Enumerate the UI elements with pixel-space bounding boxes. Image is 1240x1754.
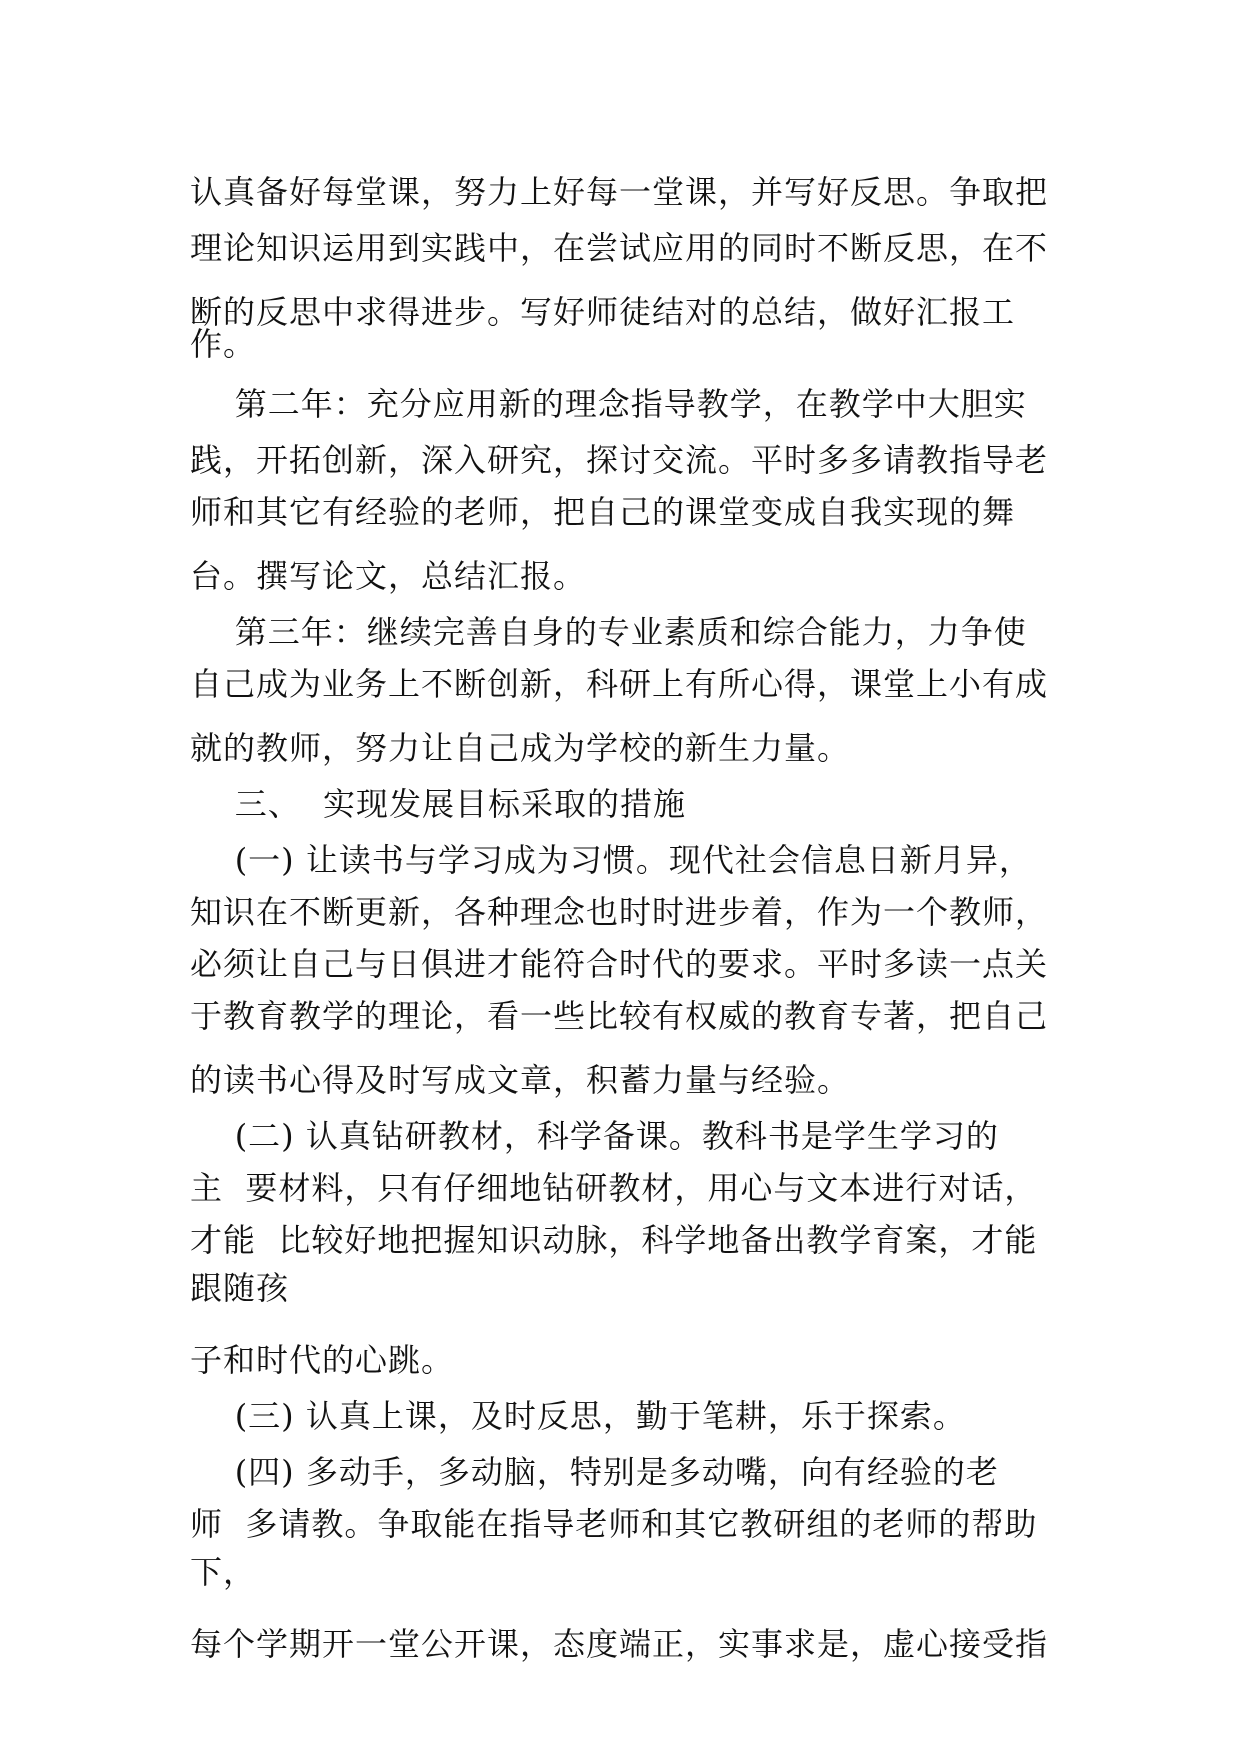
text-line: 台。撰写论文，总结汇报。 xyxy=(190,557,587,595)
text-line: (二) 认真钻研教材，科学备课。教科书是学生学习的 xyxy=(190,1117,999,1155)
text-line: 践，开拓创新，深入研究，探讨交流。平时多多请教指导老 xyxy=(190,441,1049,479)
text-line: 自己成为业务上不断创新，科研上有所心得，课堂上小有成 xyxy=(190,665,1049,703)
text-line: 才能 比较好地把握知识动脉，科学地备出教学育案，才能 xyxy=(190,1221,1038,1259)
text-line: 师 多请教。争取能在指导老师和其它教研组的老师的帮助 xyxy=(190,1505,1038,1543)
text-line: 于教育教学的理论，看一些比较有权威的教育专著，把自己 xyxy=(190,997,1049,1035)
text-line: 师和其它有经验的老师，把自己的课堂变成自我实现的舞 xyxy=(190,493,1016,531)
text-line: 断的反思中求得进步。写好师徒结对的总结，做好汇报工 xyxy=(190,293,1016,331)
section-heading: 三、 实现发展目标采取的措施 xyxy=(190,785,687,823)
text-line: (三) 认真上课，及时反思，勤于笔耕，乐于探索。 xyxy=(190,1397,966,1435)
text-line: 子和时代的心跳。 xyxy=(190,1341,455,1379)
text-line: 跟随孩 xyxy=(190,1269,290,1307)
text-line: 第三年：继续完善自身的专业素质和综合能力，力争使 xyxy=(190,613,1027,651)
text-line: 第二年：充分应用新的理念指导教学，在教学中大胆实 xyxy=(190,385,1027,423)
text-line: 知识在不断更新，各种理念也时时进步着，作为一个教师， xyxy=(190,893,1049,931)
text-line: 理论知识运用到实践中，在尝试应用的同时不断反思，在不 xyxy=(190,229,1049,267)
text-line: 必须让自己与日俱进才能符合时代的要求。平时多读一点关 xyxy=(190,945,1049,983)
text-line: (四) 多动手，多动脑，特别是多动嘴，向有经验的老 xyxy=(190,1453,999,1491)
text-line: 主 要材料，只有仔细地钻研教材，用心与文本进行对话， xyxy=(190,1169,1038,1207)
text-line: (一) 让读书与学习成为习惯。现代社会信息日新月异， xyxy=(190,841,1032,879)
text-line: 就的教师，努力让自己成为学校的新生力量。 xyxy=(190,729,851,767)
text-line: 下， xyxy=(190,1553,257,1591)
text-line: 的读书心得及时写成文章，积蓄力量与经验。 xyxy=(190,1061,851,1099)
text-line: 每个学期开一堂公开课，态度端正，实事求是，虚心接受指 xyxy=(190,1625,1049,1663)
text-line: 认真备好每堂课，努力上好每一堂课，并写好反思。争取把 xyxy=(190,173,1049,211)
text-line: 作。 xyxy=(190,325,257,363)
